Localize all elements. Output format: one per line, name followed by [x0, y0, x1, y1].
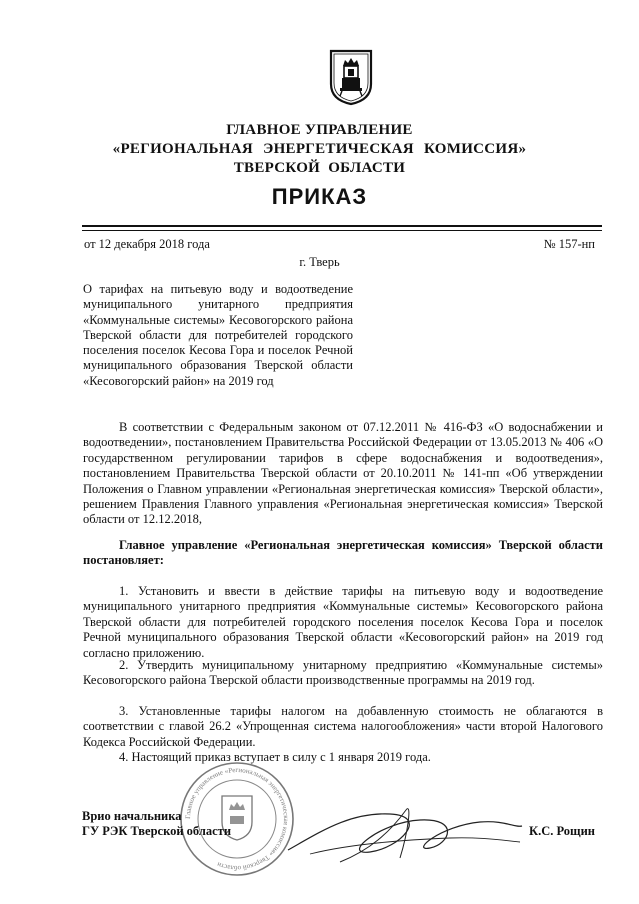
order-item-4: 4. Настоящий приказ вступает в силу с 1 января 2019 года. [119, 750, 431, 764]
coat-of-arms-icon [328, 48, 374, 106]
document-subject: О тарифах на питьевую воду и водоотведение муниципального унитарного предприятия «Коммунальные системы» Кесовогорского района Тверской области для потребителей городского поселения поселок Кесова Гора и поселок Речной муниципального образования Тверской области «Кесовогорский район» на 2019 год [83, 282, 353, 388]
org-name-line-3: ТВЕРСКОЙ ОБЛАСТИ [233, 160, 406, 176]
seal-text: Главное управление «Региональная энергетическая комиссия» Тверской области [183, 765, 291, 873]
order-item-1: 1. Установить и ввести в действие тарифы на питьевую воду и водоотведение муниципального унитарного предприятия «Коммунальные системы» Кесовогорского района Тверской области для потребителей городского поселения поселок Кесова Гора и поселок Речной муниципального образования Тверской области «Кесовогорский район» на 2019 год согласно приложению. [83, 584, 603, 660]
signatory-title-line-1: Врио начальника [82, 809, 182, 823]
org-name-line-1: ГЛАВНОЕ УПРАВЛЕНИЕ [226, 122, 413, 138]
signatory-name: К.С. Рощин [529, 824, 595, 838]
header-rule-thin [82, 230, 602, 231]
document-date: от 12 декабря 2018 года [84, 237, 210, 251]
signatory-title [82, 809, 231, 840]
order-item-3: 3. Установленные тарифы налогом на добавленную стоимость не облагаются в соответствии с главой 26.2 «Упрощенная система налогообложения» части второй Налогового Кодекса Российской Федерации. [83, 704, 603, 749]
document-type-title: ПРИКАЗ [271, 184, 368, 209]
header-rule-thick [82, 225, 602, 227]
decree-paragraph: Главное управление «Региональная энергетическая комиссия» Тверской области постановляет: [83, 538, 603, 568]
signatory-title-line-2: ГУ РЭК Тверской области [82, 824, 232, 839]
document-city: г. Тверь [299, 255, 340, 269]
org-name-line-2: «РЕГИОНАЛЬНАЯ ЭНЕРГЕТИЧЕСКАЯ КОМИССИЯ» [112, 141, 527, 157]
handwritten-signature [280, 792, 530, 872]
order-item-2: 2. Утвердить муниципальному унитарному предприятию «Коммунальные системы» Кесовогорского района Тверской области производственные программы на 2019 год. [83, 658, 603, 688]
preamble-paragraph: В соответствии с Федеральным законом от 07.12.2011 № 416-ФЗ «О водоснабжении и водоотведении», постановлением Правительства Российской Федерации от 13.05.2013 № 406 «О государственном регулировании тарифов в сфере водоснабжения и водоотведения», постановлением Правительства Тверской области от 20.10.2011 № 141-пп «Об утверждении Положения о Главном управлении «Региональная энергетическая комиссия» Тверской области», решением Правления Главного управления «Региональная энергетическая комиссия» Тверской области от 12.12.2018, [83, 420, 603, 527]
document-number: № 157-нп [543, 237, 595, 251]
